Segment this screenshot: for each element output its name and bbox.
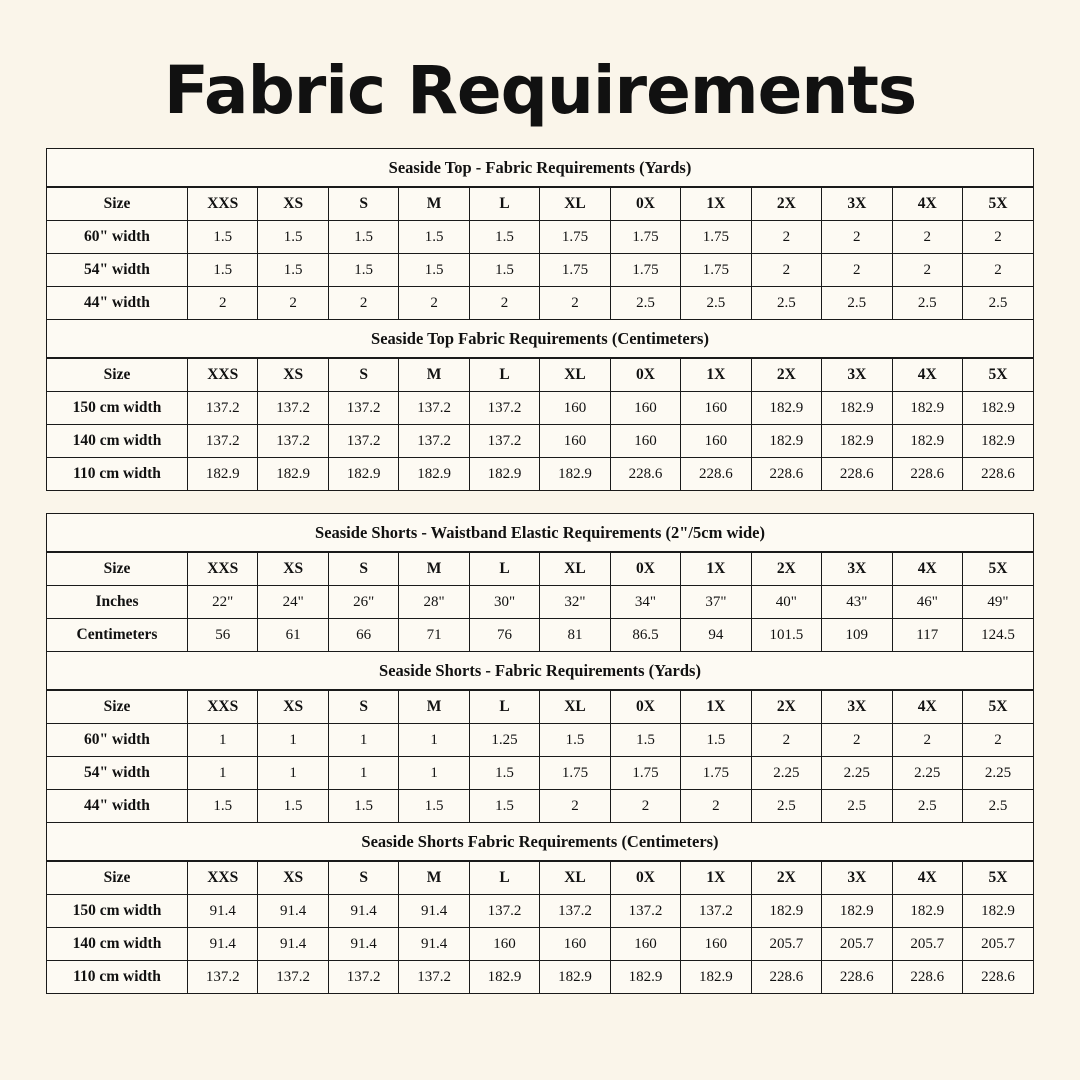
cell: 182.9 [399, 458, 469, 491]
cell: 2 [751, 254, 821, 287]
cell: 137.2 [328, 392, 398, 425]
cell: 2 [681, 790, 751, 823]
col-header-5x: 5X [962, 188, 1033, 221]
cell: 182.9 [540, 961, 610, 994]
col-header-3x: 3X [822, 553, 892, 586]
cell: 182.9 [610, 961, 680, 994]
cell: 1.75 [610, 221, 680, 254]
col-header-s: S [328, 188, 398, 221]
col-header-xs: XS [258, 553, 328, 586]
cell: 2 [258, 287, 328, 320]
cell: 228.6 [751, 458, 821, 491]
cell: 205.7 [892, 928, 962, 961]
cell: 81 [540, 619, 610, 652]
seaside-top-cm-table [47, 358, 1033, 490]
cell: 101.5 [751, 619, 821, 652]
col-header-s: S [328, 691, 398, 724]
col-header-m: M [399, 188, 469, 221]
cell: 28" [399, 586, 469, 619]
cell: 1.5 [469, 221, 539, 254]
cell: 2.5 [822, 287, 892, 320]
cell: 30" [469, 586, 539, 619]
cell: 43" [822, 586, 892, 619]
table-row [47, 458, 1033, 491]
cell: 2.5 [751, 287, 821, 320]
cell: 137.2 [328, 961, 398, 994]
cell: 91.4 [188, 928, 258, 961]
cell: 2 [610, 790, 680, 823]
cell: 2 [399, 287, 469, 320]
table-header-row [47, 188, 1033, 221]
cell: 160 [681, 425, 751, 458]
col-header-xl: XL [540, 862, 610, 895]
cell: 160 [540, 425, 610, 458]
cell: 137.2 [399, 961, 469, 994]
col-header-0x: 0X [610, 862, 680, 895]
cell: 182.9 [751, 392, 821, 425]
table-row [47, 895, 1033, 928]
cell: 1 [399, 757, 469, 790]
col-header-4x: 4X [892, 862, 962, 895]
cell: 228.6 [681, 458, 751, 491]
col-header-xs: XS [258, 188, 328, 221]
cell: 1.75 [540, 757, 610, 790]
seaside-shorts-yards-table [47, 690, 1033, 822]
cell: 137.2 [399, 425, 469, 458]
cell: 160 [610, 392, 680, 425]
cell: 2 [892, 254, 962, 287]
seaside-shorts-block [46, 513, 1034, 994]
cell: 2.5 [892, 790, 962, 823]
row-header: Inches [47, 586, 188, 619]
cell: 1.5 [188, 790, 258, 823]
seaside-top-yards-caption: Seaside Top - Fabric Requirements (Yards) [47, 149, 1033, 187]
cell: 160 [610, 425, 680, 458]
cell: 137.2 [328, 425, 398, 458]
cell: 228.6 [962, 458, 1033, 491]
cell: 205.7 [751, 928, 821, 961]
cell: 91.4 [399, 895, 469, 928]
cell: 2.25 [962, 757, 1033, 790]
col-header-size: Size [47, 553, 188, 586]
cell: 160 [610, 928, 680, 961]
table-header-row [47, 359, 1033, 392]
cell: 182.9 [962, 392, 1033, 425]
col-header-m: M [399, 862, 469, 895]
col-header-xs: XS [258, 359, 328, 392]
seaside-top-yards-table [47, 187, 1033, 319]
cell: 2 [822, 221, 892, 254]
col-header-xxs: XXS [188, 862, 258, 895]
cell: 1.5 [399, 221, 469, 254]
col-header-xl: XL [540, 188, 610, 221]
table-row [47, 757, 1033, 790]
cell: 1.5 [328, 790, 398, 823]
cell: 228.6 [610, 458, 680, 491]
col-header-2x: 2X [751, 862, 821, 895]
cell: 2.5 [681, 287, 751, 320]
cell: 137.2 [188, 425, 258, 458]
row-header: Centimeters [47, 619, 188, 652]
cell: 32" [540, 586, 610, 619]
table-row [47, 790, 1033, 823]
row-header: 140 cm width [47, 425, 188, 458]
cell: 34" [610, 586, 680, 619]
table-row [47, 287, 1033, 320]
col-header-0x: 0X [610, 691, 680, 724]
cell: 40" [751, 586, 821, 619]
cell: 2.5 [610, 287, 680, 320]
cell: 2.25 [751, 757, 821, 790]
cell: 2 [962, 221, 1033, 254]
col-header-0x: 0X [610, 359, 680, 392]
cell: 205.7 [962, 928, 1033, 961]
cell: 94 [681, 619, 751, 652]
cell: 2 [962, 724, 1033, 757]
cell: 2 [540, 287, 610, 320]
cell: 228.6 [892, 961, 962, 994]
cell: 160 [681, 928, 751, 961]
col-header-4x: 4X [892, 359, 962, 392]
cell: 91.4 [328, 928, 398, 961]
cell: 2 [188, 287, 258, 320]
row-header: 60" width [47, 724, 188, 757]
cell: 182.9 [962, 425, 1033, 458]
cell: 1.5 [258, 221, 328, 254]
cell: 1 [328, 724, 398, 757]
cell: 2.25 [892, 757, 962, 790]
cell: 2 [822, 254, 892, 287]
table-row [47, 961, 1033, 994]
cell: 1.75 [681, 254, 751, 287]
col-header-m: M [399, 359, 469, 392]
cell: 182.9 [822, 425, 892, 458]
cell: 137.2 [610, 895, 680, 928]
cell: 1 [399, 724, 469, 757]
cell: 1 [328, 757, 398, 790]
cell: 182.9 [962, 895, 1033, 928]
col-header-xxs: XXS [188, 691, 258, 724]
col-header-l: L [469, 188, 539, 221]
cell: 182.9 [822, 895, 892, 928]
cell: 1.5 [328, 221, 398, 254]
col-header-0x: 0X [610, 188, 680, 221]
col-header-l: L [469, 691, 539, 724]
table-row [47, 724, 1033, 757]
cell: 228.6 [751, 961, 821, 994]
col-header-size: Size [47, 188, 188, 221]
cell: 109 [822, 619, 892, 652]
seaside-shorts-cm-table [47, 861, 1033, 993]
cell: 137.2 [681, 895, 751, 928]
col-header-4x: 4X [892, 188, 962, 221]
col-header-xs: XS [258, 691, 328, 724]
seaside-shorts-elastic-caption: Seaside Shorts - Waistband Elastic Requirements (2"/5cm wide) [47, 514, 1033, 552]
table-row [47, 619, 1033, 652]
col-header-4x: 4X [892, 691, 962, 724]
row-header: 44" width [47, 287, 188, 320]
cell: 71 [399, 619, 469, 652]
row-header: 150 cm width [47, 392, 188, 425]
col-header-3x: 3X [822, 359, 892, 392]
cell: 2 [540, 790, 610, 823]
cell: 91.4 [258, 895, 328, 928]
table-header-row [47, 553, 1033, 586]
cell: 2 [822, 724, 892, 757]
cell: 137.2 [258, 392, 328, 425]
col-header-size: Size [47, 862, 188, 895]
cell: 1.5 [258, 254, 328, 287]
cell: 1.5 [188, 221, 258, 254]
cell: 37" [681, 586, 751, 619]
col-header-1x: 1X [681, 862, 751, 895]
row-header: 110 cm width [47, 458, 188, 491]
col-header-xxs: XXS [188, 553, 258, 586]
cell: 137.2 [188, 392, 258, 425]
cell: 182.9 [469, 458, 539, 491]
cell: 137.2 [540, 895, 610, 928]
table-row [47, 586, 1033, 619]
cell: 76 [469, 619, 539, 652]
col-header-3x: 3X [822, 862, 892, 895]
table-row [47, 221, 1033, 254]
cell: 1.5 [328, 254, 398, 287]
cell: 1.5 [399, 254, 469, 287]
cell: 137.2 [399, 392, 469, 425]
col-header-0x: 0X [610, 553, 680, 586]
col-header-xl: XL [540, 691, 610, 724]
cell: 56 [188, 619, 258, 652]
cell: 2.5 [962, 287, 1033, 320]
col-header-s: S [328, 359, 398, 392]
seaside-shorts-yards-caption: Seaside Shorts - Fabric Requirements (Yards) [47, 651, 1033, 690]
cell: 182.9 [751, 895, 821, 928]
table-header-row [47, 862, 1033, 895]
col-header-s: S [328, 862, 398, 895]
col-header-2x: 2X [751, 188, 821, 221]
cell: 137.2 [469, 392, 539, 425]
table-row [47, 425, 1033, 458]
cell: 1.75 [610, 254, 680, 287]
col-header-5x: 5X [962, 553, 1033, 586]
cell: 1.5 [540, 724, 610, 757]
cell: 1.5 [399, 790, 469, 823]
cell: 182.9 [188, 458, 258, 491]
cell: 2 [751, 221, 821, 254]
col-header-xl: XL [540, 553, 610, 586]
page-title: Fabric Requirements [163, 52, 917, 129]
cell: 182.9 [328, 458, 398, 491]
cell: 1.75 [681, 757, 751, 790]
row-header: 110 cm width [47, 961, 188, 994]
cell: 2 [892, 221, 962, 254]
cell: 182.9 [892, 392, 962, 425]
seaside-shorts-cm-caption: Seaside Shorts Fabric Requirements (Centimeters) [47, 822, 1033, 861]
cell: 2.5 [892, 287, 962, 320]
col-header-1x: 1X [681, 691, 751, 724]
col-header-5x: 5X [962, 359, 1033, 392]
cell: 1.75 [540, 254, 610, 287]
cell: 1.5 [469, 790, 539, 823]
cell: 160 [540, 928, 610, 961]
cell: 1.5 [258, 790, 328, 823]
cell: 1.75 [540, 221, 610, 254]
col-header-m: M [399, 691, 469, 724]
table-row [47, 392, 1033, 425]
cell: 160 [469, 928, 539, 961]
cell: 182.9 [681, 961, 751, 994]
cell: 1 [258, 724, 328, 757]
cell: 1.5 [681, 724, 751, 757]
seaside-top-block [46, 148, 1034, 491]
cell: 228.6 [962, 961, 1033, 994]
cell: 24" [258, 586, 328, 619]
cell: 2 [962, 254, 1033, 287]
col-header-2x: 2X [751, 553, 821, 586]
cell: 2.25 [822, 757, 892, 790]
col-header-size: Size [47, 691, 188, 724]
col-header-xxs: XXS [188, 188, 258, 221]
cell: 91.4 [328, 895, 398, 928]
row-header: 140 cm width [47, 928, 188, 961]
cell: 61 [258, 619, 328, 652]
cell: 137.2 [469, 895, 539, 928]
cell: 117 [892, 619, 962, 652]
cell: 228.6 [892, 458, 962, 491]
cell: 2 [469, 287, 539, 320]
cell: 2 [328, 287, 398, 320]
row-header: 150 cm width [47, 895, 188, 928]
cell: 1 [188, 724, 258, 757]
cell: 182.9 [540, 458, 610, 491]
cell: 137.2 [188, 961, 258, 994]
col-header-2x: 2X [751, 691, 821, 724]
table-row [47, 254, 1033, 287]
cell: 1 [258, 757, 328, 790]
cell: 91.4 [258, 928, 328, 961]
cell: 1.25 [469, 724, 539, 757]
row-header: 54" width [47, 254, 188, 287]
row-header: 44" width [47, 790, 188, 823]
col-header-2x: 2X [751, 359, 821, 392]
cell: 182.9 [258, 458, 328, 491]
cell: 137.2 [258, 425, 328, 458]
table-row [47, 928, 1033, 961]
cell: 228.6 [822, 458, 892, 491]
cell: 2.5 [962, 790, 1033, 823]
cell: 22" [188, 586, 258, 619]
cell: 2 [751, 724, 821, 757]
cell: 228.6 [822, 961, 892, 994]
col-header-4x: 4X [892, 553, 962, 586]
cell: 182.9 [892, 895, 962, 928]
cell: 182.9 [892, 425, 962, 458]
col-header-l: L [469, 862, 539, 895]
col-header-size: Size [47, 359, 188, 392]
cell: 182.9 [751, 425, 821, 458]
col-header-m: M [399, 553, 469, 586]
cell: 91.4 [188, 895, 258, 928]
seaside-shorts-elastic-table [47, 552, 1033, 651]
cell: 1.5 [469, 757, 539, 790]
cell: 2.5 [822, 790, 892, 823]
col-header-xs: XS [258, 862, 328, 895]
cell: 1.75 [681, 221, 751, 254]
col-header-1x: 1X [681, 359, 751, 392]
col-header-s: S [328, 553, 398, 586]
cell: 91.4 [399, 928, 469, 961]
cell: 137.2 [469, 425, 539, 458]
cell: 2.5 [751, 790, 821, 823]
cell: 26" [328, 586, 398, 619]
cell: 86.5 [610, 619, 680, 652]
col-header-1x: 1X [681, 188, 751, 221]
cell: 2 [892, 724, 962, 757]
cell: 205.7 [822, 928, 892, 961]
cell: 160 [540, 392, 610, 425]
cell: 49" [962, 586, 1033, 619]
col-header-l: L [469, 359, 539, 392]
col-header-3x: 3X [822, 691, 892, 724]
cell: 160 [681, 392, 751, 425]
cell: 1.5 [469, 254, 539, 287]
cell: 124.5 [962, 619, 1033, 652]
col-header-3x: 3X [822, 188, 892, 221]
cell: 46" [892, 586, 962, 619]
cell: 137.2 [258, 961, 328, 994]
col-header-5x: 5X [962, 862, 1033, 895]
cell: 182.9 [469, 961, 539, 994]
cell: 1.75 [610, 757, 680, 790]
cell: 1 [188, 757, 258, 790]
col-header-1x: 1X [681, 553, 751, 586]
col-header-5x: 5X [962, 691, 1033, 724]
cell: 66 [328, 619, 398, 652]
row-header: 60" width [47, 221, 188, 254]
col-header-xxs: XXS [188, 359, 258, 392]
col-header-l: L [469, 553, 539, 586]
seaside-top-cm-caption: Seaside Top Fabric Requirements (Centimeters) [47, 319, 1033, 358]
row-header: 54" width [47, 757, 188, 790]
cell: 1.5 [610, 724, 680, 757]
cell: 182.9 [822, 392, 892, 425]
col-header-xl: XL [540, 359, 610, 392]
table-header-row [47, 691, 1033, 724]
cell: 1.5 [188, 254, 258, 287]
